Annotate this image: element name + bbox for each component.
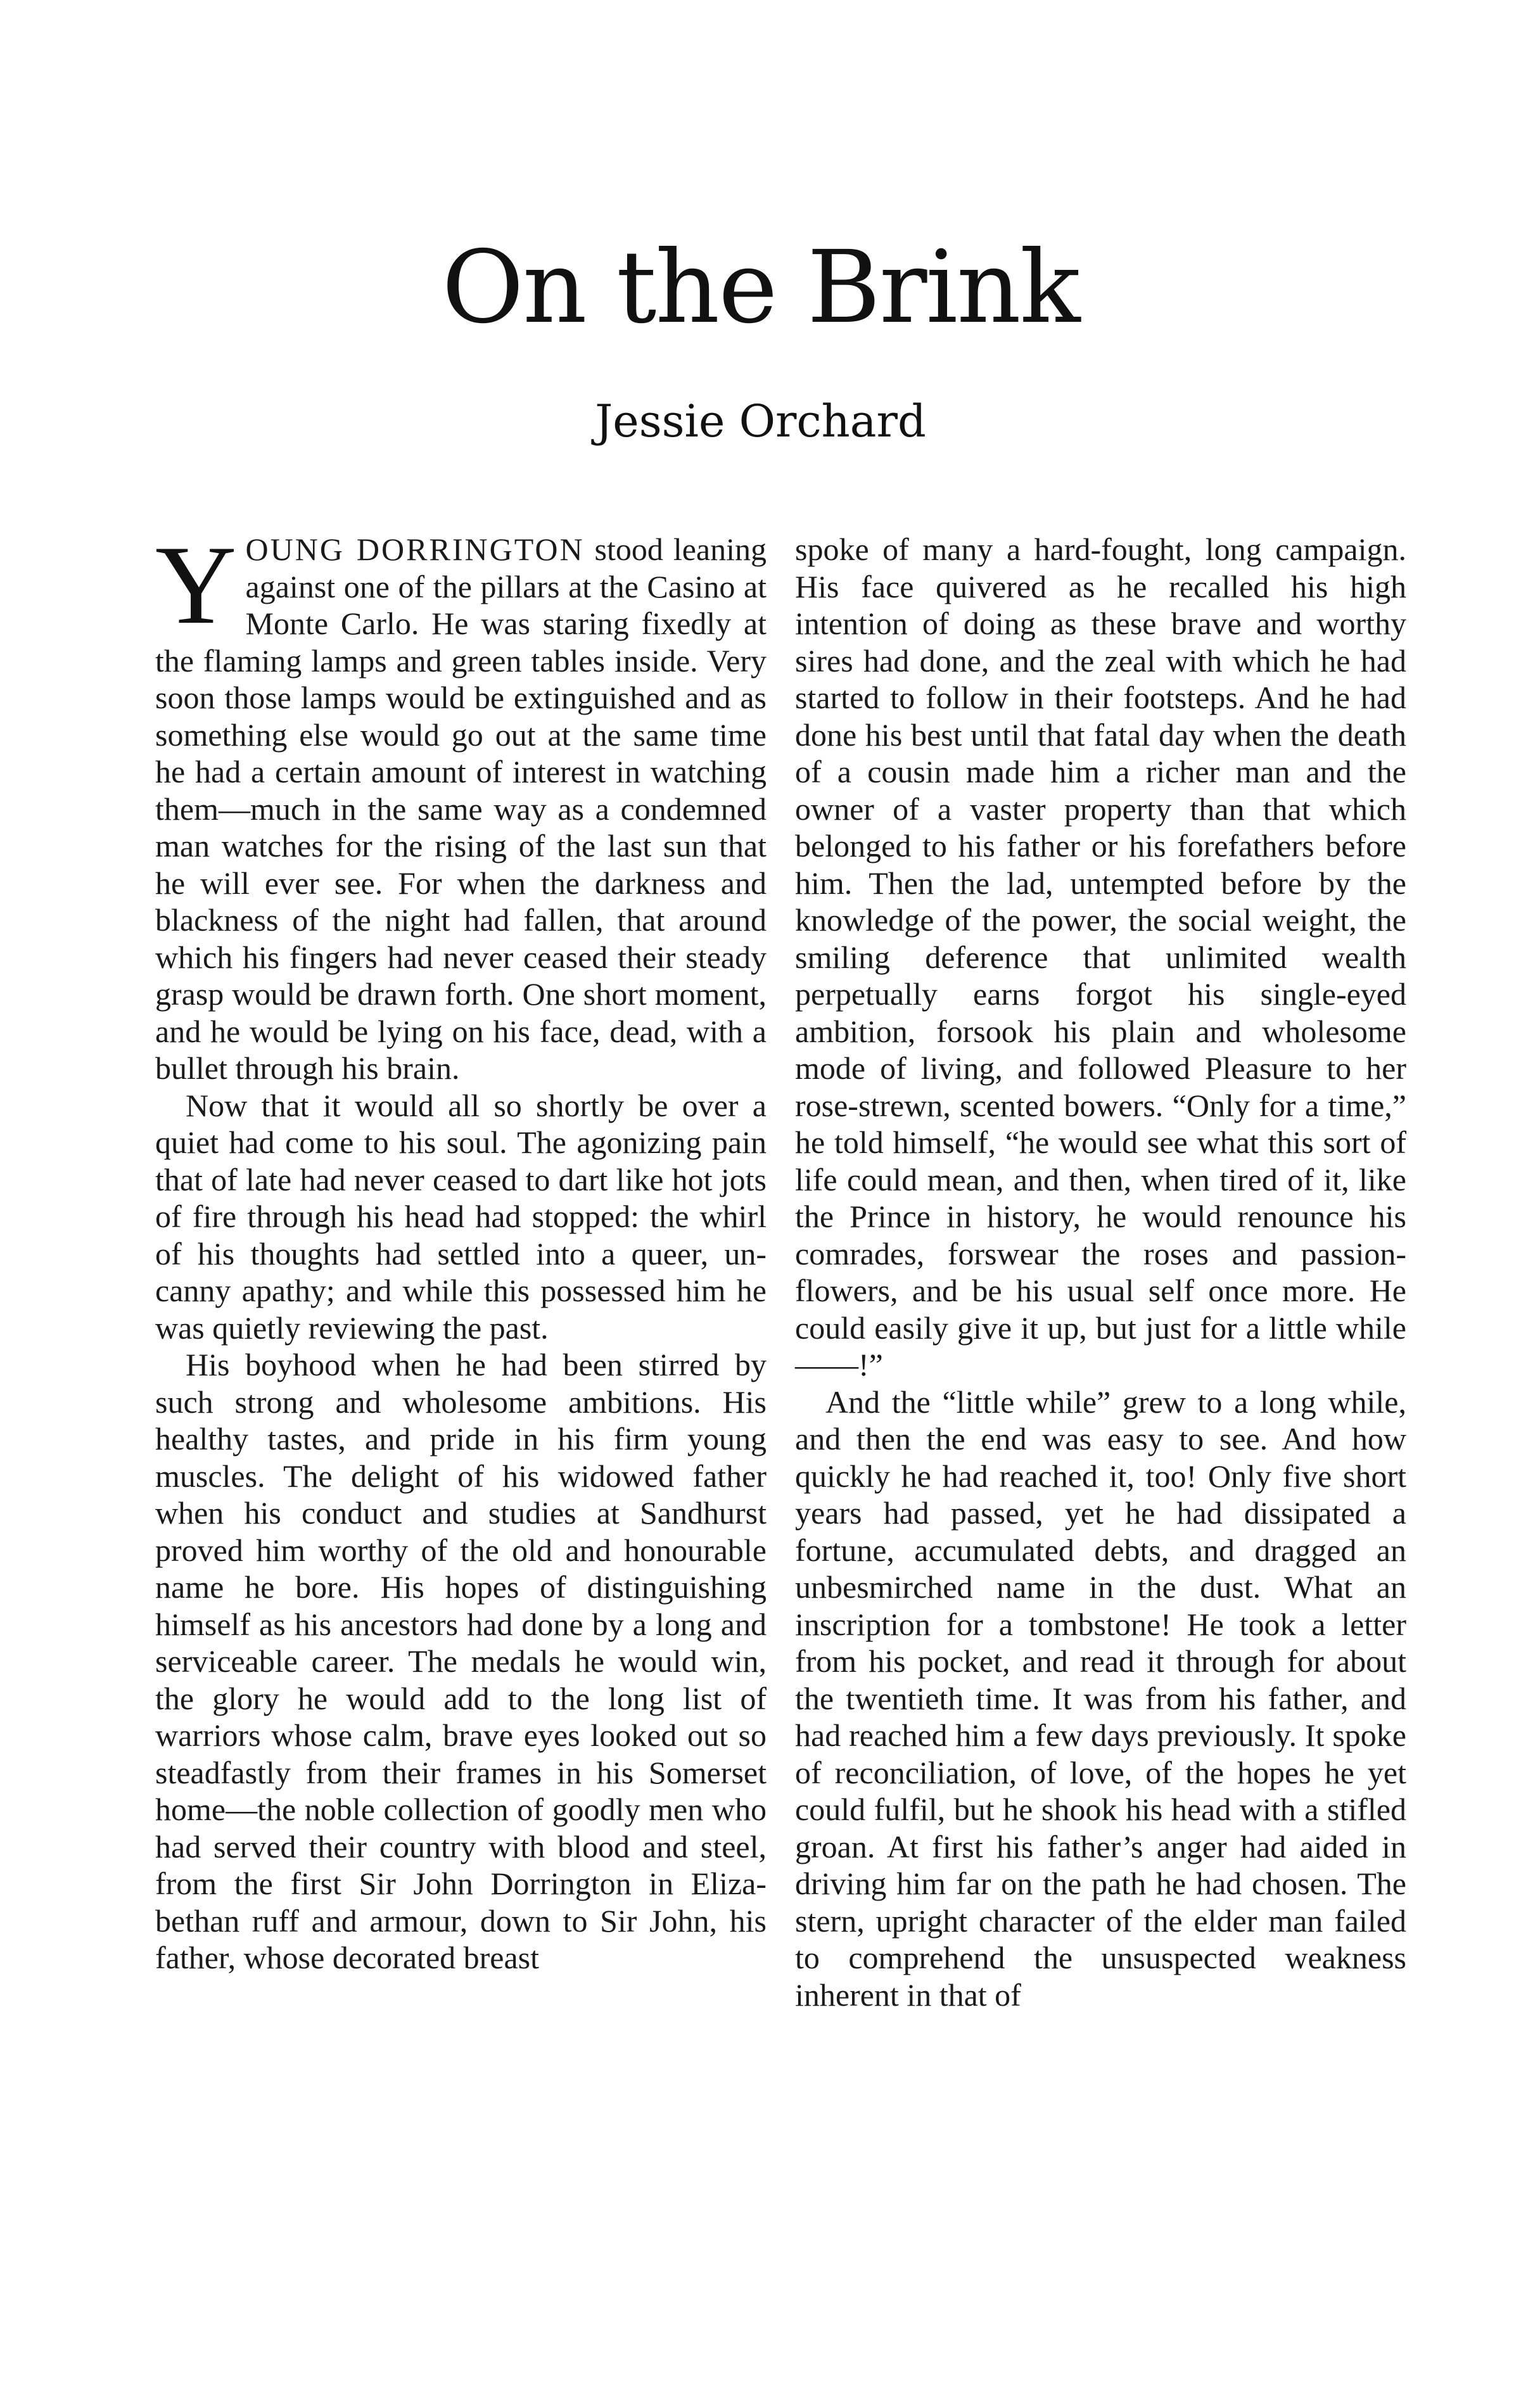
drop-cap: Y xyxy=(155,522,237,647)
article-author: Jessie Orchard xyxy=(595,395,926,447)
left-paragraph-2: Now that it would all so shortly be over a quiet had come to his soul. The agonizing pain that of late had never ceased to dart like hot jots of fire through his head had stopped: the whirl of his thoughts had settled into a queer, uncanny apathy; and while this possessed him he was quietly reviewing the past. xyxy=(155,1087,767,1346)
opening-caps: OUNG DORRINGTON xyxy=(245,532,585,567)
right-paragraph-1: spoke of many a hard-fought, long campaign. His face quivered as he recalled his high intention of doing as these brave and worthy sires had done, and the zeal with which he had started to follow in their footsteps. And he had done his best until that fatal day when the death of a cousin made him a richer man and the owner of a vaster property than that which belonged to his father or his forefathers before him. Then the lad, untempted before by the knowledge of the power, the social weight, the smiling deference that unlimited wealth perpetually earns forgot his single-eyed ambition, forsook his plain and wholesome mode of living, and followed Pleasure to her rose-strewn, scented bowers. “Only for a time,” he told himself, “he would see what this sort of life could mean, and then, when tired of it, like the Prince in history, he would renounce his comrades, forswear the roses and passion-flowers, and be his usual self once more. He could easily give it up, but just for a little while——!” xyxy=(795,532,1406,1382)
left-paragraph-1 xyxy=(155,522,767,1087)
left-column xyxy=(155,522,767,1977)
left-paragraph-1-text: stood leaning against one of the pillars at the Casino at Monte Carlo. He was staring fixedly at the flaming lamps and green tables inside. Very soon those lamps would be extinguished and as something else would go out at the same time he had a certain amount of interest in watching them—much in the same way as a condemned man watches for the rising of the last sun that he will ever see. For when the darkness and blackness of the night had fallen, that around which his fingers had never ceased their steady grasp would be drawn forth. One short moment, and he would be lying on his face, dead, with a bullet through his brain. xyxy=(155,532,767,1086)
right-column xyxy=(795,531,1406,2013)
article-title: On the Brink xyxy=(442,229,1079,346)
right-paragraph-2: And the “little while” grew to a long while, and then the end was easy to see. And how quickly he had reached it, too! Only five short years had passed, yet he had dissipated a fortune, accumulated debts, and dragged an unbesmirched name in the dust. What an inscription for a tombstone! He took a letter from his pocket, and read it through for about the twentieth time. It was from his father, and had reached him a few days previously. It spoke of reconciliation, of love, of the hopes he yet could fulfil, but he shook his head with a stifled groan. At first his father’s anger had aided in driving him far on the path he had chosen. The stern, upright character of the elder man failed to comprehend the unsuspected weakness inherent in that of xyxy=(795,1384,1406,2013)
left-paragraph-3: His boyhood when he had been stirred by such strong and wholesome ambitions. His healthy tastes, and pride in his firm young muscles. The delight of his widowed father when his conduct and studies at Sandhurst proved him worthy of the old and honourable name he bore. His hopes of distinguishing himself as his ancestors had done by a long and serviceable career. The medals he would win, the glory he would add to the long list of warriors whose calm, brave eyes looked out so steadfastly from their frames in his Somerset home—the noble collection of goodly men who had served their country with blood and steel, from the first Sir John Dorrington in Elizabethan ruff and armour, down to Sir John, his father, whose decorated breast xyxy=(155,1347,767,1975)
